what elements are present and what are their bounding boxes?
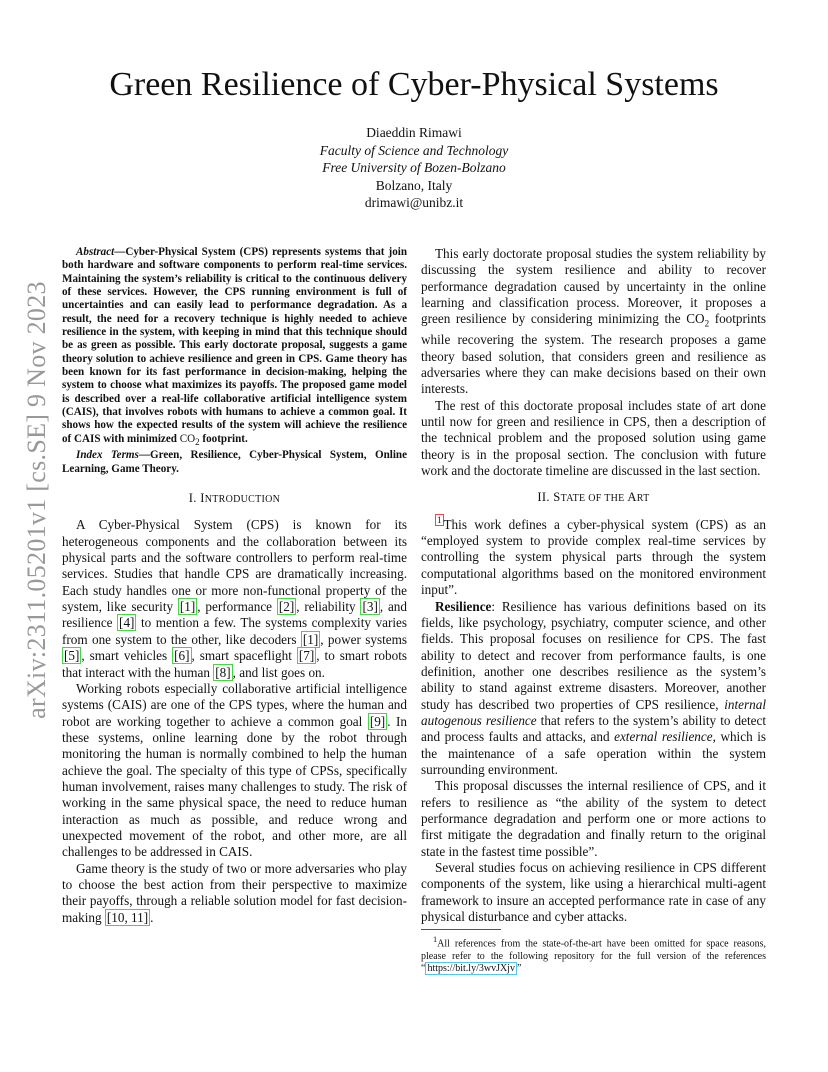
text: , reliability bbox=[296, 599, 361, 615]
arxiv-id-text: arXiv:2311.05201v1 [cs.SE] 9 Nov 2023 bbox=[22, 281, 51, 719]
arxiv-identifier bbox=[22, 281, 52, 719]
text: A Cyber-Physical System (CPS) is known for its heterogeneous components and the collaboration between its physical parts and the software controllers to perform real-time services. Studies that handle CPS are dramatically increasing. Each study handles one or more non-functional property of the system, like security bbox=[62, 517, 407, 615]
paper-title: Green Resilience of Cyber-Physical Systems bbox=[109, 66, 719, 103]
index-terms-label: Index Terms bbox=[76, 449, 139, 462]
co2-subscript: 2 bbox=[704, 319, 710, 330]
footnote-rule bbox=[421, 929, 501, 930]
footnote-mark: 1 bbox=[433, 935, 438, 944]
index-terms bbox=[62, 449, 407, 476]
text: , performance bbox=[197, 599, 277, 615]
section-initial: A bbox=[627, 490, 637, 505]
left-column bbox=[62, 246, 407, 926]
abstract-text: —Cyber-Physical System (CPS) represents systems that join both hardware and software components to perform real-time services. Maintaining the system’s reliability is critical to the continuous delivery of these services. However, the CPS running environment is full of uncertainties and can easily lead to performance degradation. As a result, the need for a recovery technique is highly needed to achieve resilience in the system, with keeping in mind that this technique should be as green as possible. This early doctorate proposal, suggests a game theory solution to achieve resilience and green in CPS. Game theory has been known for its fast performance in decision-making, helping the system to choose what maximizes its payoffs. The proposed game model is described over a real-life collaborative artificial intelligence system (CAIS), that involves robots with humans to achieve a common goal. It shows how the expected results of the system will achieve the resilience of CAIS with minimized bbox=[62, 246, 407, 445]
abstract-co2 bbox=[179, 432, 200, 448]
citation-link[interactable]: [1] bbox=[179, 599, 196, 615]
citation-link[interactable]: [1] bbox=[302, 631, 319, 647]
citation-link[interactable]: [9] bbox=[369, 713, 386, 729]
citation-link[interactable]: [6] bbox=[174, 648, 190, 664]
section-heading-state-of-the-art bbox=[421, 489, 766, 507]
text: : Resilience has various definitions based on its fields, like psychology, psychiatry, computer science, and other fields. This proposal focuses on resilience for CPS. The fast ability to detect and recover from performance faults, is one definition, another one describes resilience as the system’s ability to stand against extreme disasters. Moreover, another study has described two properties of CPS resilience, bbox=[421, 598, 766, 712]
intro-paragraph-3 bbox=[62, 861, 407, 926]
text: , and resilience bbox=[62, 599, 407, 631]
co2-symbol: CO bbox=[179, 432, 196, 445]
repository-link[interactable]: https://bit.ly/3wvJXjv bbox=[427, 963, 515, 975]
citation-link[interactable]: [7] bbox=[298, 648, 315, 664]
italic-term: internal autogenous resilience bbox=[421, 696, 766, 728]
text: Game theory is the study of two or more adversaries who play to choose the best action from their perspective to maximize their payoffs, through a reliable solution model for fast decision-making bbox=[62, 860, 407, 925]
text: . In these systems, online learning done by the robot through monitoring the human is normally combined to help the human achieve the goal. The specialty of this type of CPSs, specifically human involvement, raises many challenges to study. The risk of working in the same physical space, the need to reduce human interaction as much as possible, and reduce wrong and unexpected movement of the robot, and other more, are all challenges to be addressed in CAIS. bbox=[62, 713, 407, 860]
section-number: II. bbox=[537, 490, 554, 505]
soa-paragraph-3: This proposal discusses the internal resilience of CPS, and it refers to resilience as “the ability of the system to detect performance degradation and perform one or more actions to first mitigate the degradation and finally return to the original state in the fastest time possible”. bbox=[421, 778, 766, 859]
citation-link[interactable]: [3] bbox=[362, 599, 378, 615]
section-smallcaps: RT bbox=[636, 493, 650, 505]
text: , and list goes on. bbox=[232, 664, 325, 680]
text: footprints while recovering the system. The research proposes a game theory based solution, that considers green and resilience as adversaries where they can make decisions based on their own interests. bbox=[421, 311, 766, 397]
citation-link[interactable]: [8] bbox=[215, 664, 231, 680]
author-email: drimawi@unibz.it bbox=[364, 195, 464, 210]
citation-link[interactable]: [10, 11] bbox=[106, 909, 149, 925]
author-university: Free University of Bozen-Bolzano bbox=[322, 160, 506, 175]
co2-subscript: 2 bbox=[195, 437, 200, 448]
text: that refers to the system’s ability to detect and process faults and attacks, and bbox=[421, 712, 766, 745]
right-column bbox=[421, 246, 766, 925]
right-paragraph-2: The rest of this doctorate proposal includes state of art done until now for green and resilience in CPS, then a description of the technical problem and the proposed solution using game theory is in the proposal section. The conclusion with future work and the doctorate timeline are discussed in the last section. bbox=[421, 397, 766, 479]
citation-link[interactable]: [2] bbox=[278, 599, 295, 615]
section-initial: S bbox=[553, 490, 561, 505]
soa-paragraph-2 bbox=[421, 599, 766, 779]
intro-paragraph-2 bbox=[62, 681, 407, 861]
text: , to smart robots that interact with the human bbox=[62, 648, 407, 680]
intro-paragraph-1 bbox=[62, 517, 407, 680]
footnote-text: ” bbox=[516, 963, 522, 975]
footnote-text: All references from the state-of-the-art have been omitted for space reasons, please refer to the following repository for the full version of the references “ bbox=[421, 938, 766, 975]
section-smallcaps: NTRODUCTION bbox=[204, 494, 281, 506]
text: Working robots especially collaborative artificial intelligence systems (CAIS) are one of the CPS types, where the human and robot are working together to achieve a common goal bbox=[62, 680, 407, 729]
abstract bbox=[62, 246, 407, 449]
footnote bbox=[421, 934, 766, 976]
text: , smart spaceflight bbox=[191, 648, 297, 664]
citation-link[interactable]: [4] bbox=[119, 615, 135, 631]
italic-term: external resilience bbox=[614, 729, 713, 745]
abstract-end: footprint. bbox=[199, 432, 248, 445]
footnote-mark-link[interactable]: 1 bbox=[437, 515, 442, 526]
right-paragraph-1 bbox=[421, 246, 766, 398]
author-name: Diaeddin Rimawi bbox=[366, 125, 462, 140]
text: . bbox=[150, 909, 154, 925]
section-number: I. bbox=[188, 491, 201, 506]
soa-paragraph-4: Several studies focus on achieving resilience in CPS different components of the system, like using a hierarchical multi-agent framework to insure an accepted performance rate in case of any physical disturbance and cyber attacks. bbox=[421, 860, 766, 925]
index-terms-text: —Green, Resilience, Cyber-Physical System, Online Learning, Game Theory. bbox=[62, 449, 407, 475]
author-faculty: Faculty of Science and Technology bbox=[319, 142, 509, 158]
text: , smart vehicles bbox=[81, 648, 173, 664]
resilience-term: Resilience bbox=[435, 598, 492, 614]
text: , power systems bbox=[320, 631, 407, 647]
soa-paragraph-1 bbox=[421, 517, 766, 599]
citation-link[interactable]: [5] bbox=[64, 648, 80, 664]
text: to mention a few. The systems complexity varies from one system to the other, like decoders bbox=[62, 615, 407, 647]
abstract-label: Abstract bbox=[76, 246, 115, 258]
text: , which is the maintenance of a safe operation within the system surrounding environment. bbox=[421, 729, 766, 777]
co2-symbol: CO bbox=[686, 311, 705, 327]
section-smallcaps: TATE OF THE bbox=[560, 493, 628, 505]
author-block bbox=[0, 124, 828, 212]
section-initial: I bbox=[200, 491, 205, 506]
text: This work defines a cyber-physical system (CPS) as an “employed system to provide complex real-time services by controlling the system physical parts through the system computational algorithms based on the monitored environment input”. bbox=[421, 516, 766, 598]
section-heading-introduction bbox=[62, 490, 407, 508]
text: This early doctorate proposal studies the system reliability by discussing the system resilience and ability to recover performance degradation caused by uncertainty in the online learning and classification process. Moreover, it proposes a green resilience by considering minimizing the bbox=[421, 246, 766, 327]
author-location: Bolzano, Italy bbox=[375, 177, 453, 193]
